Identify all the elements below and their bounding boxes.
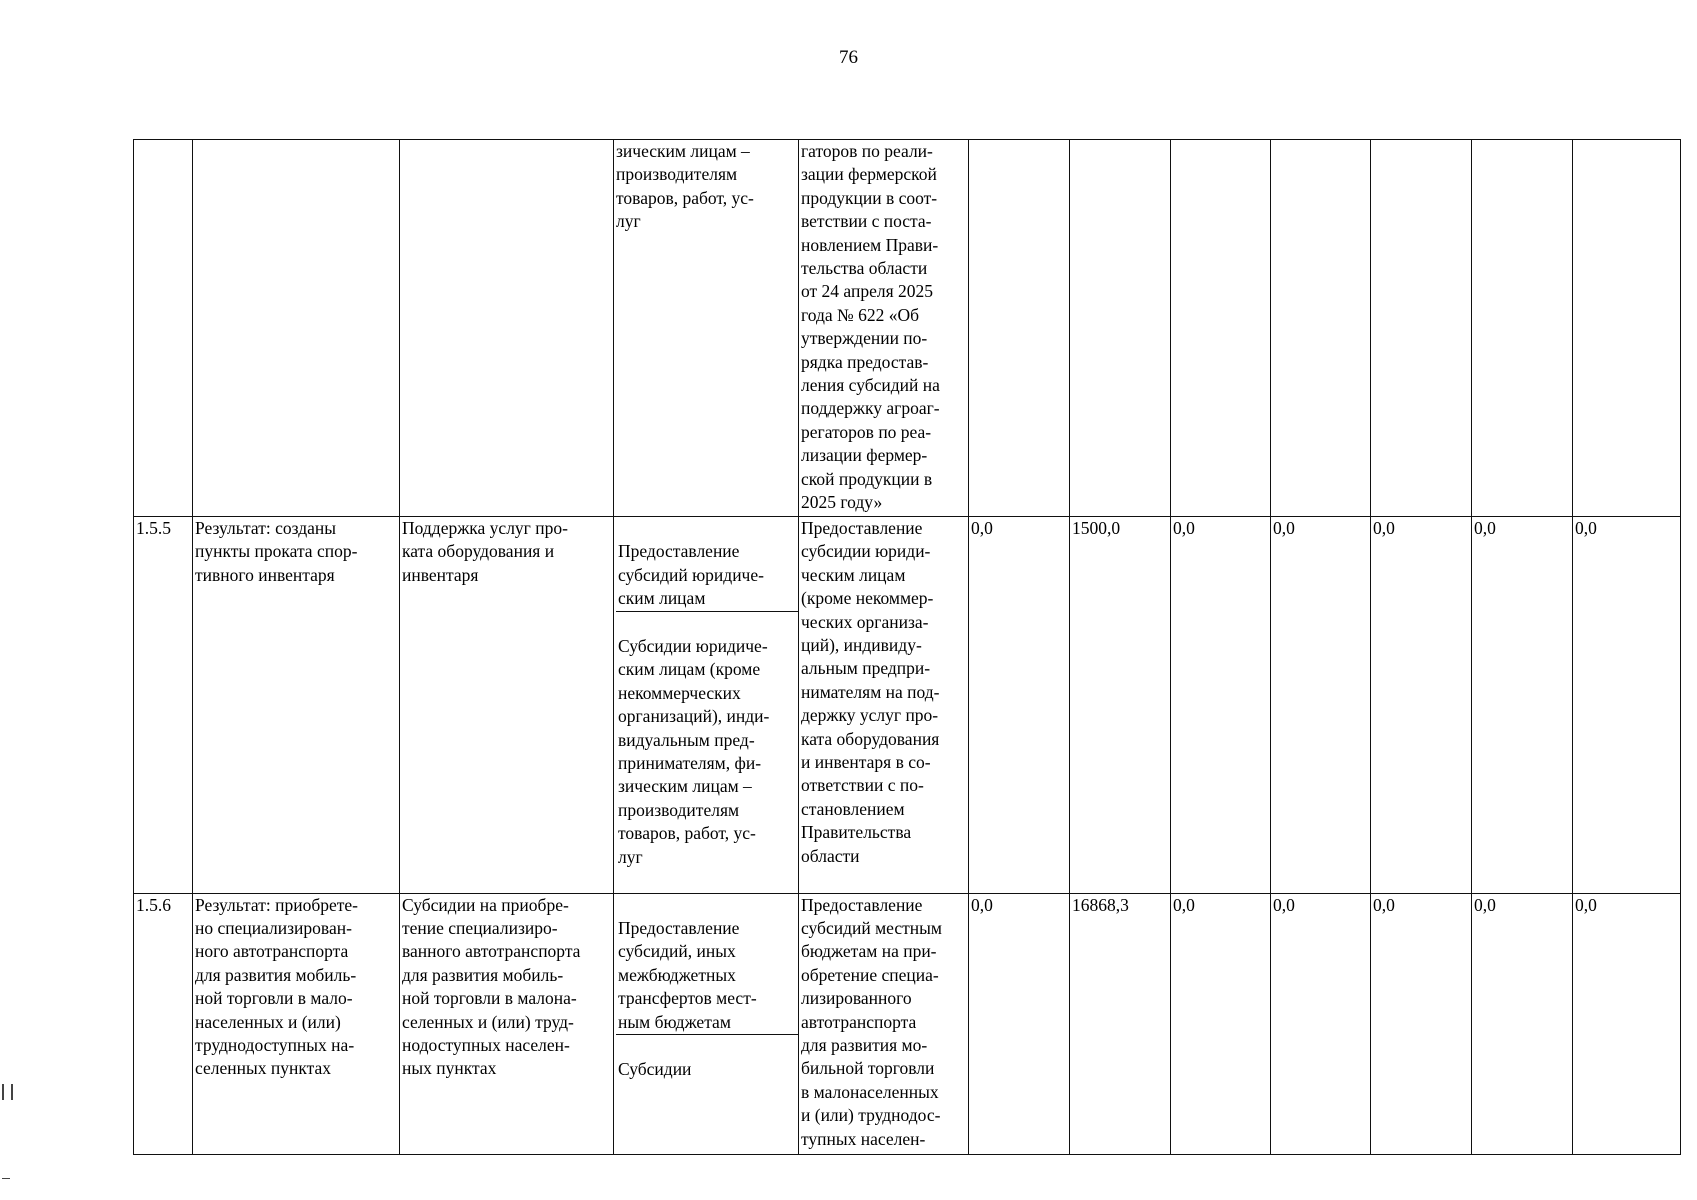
value-cell: 0,0 <box>1573 893 1681 1154</box>
value-cell: 0,0 <box>1271 517 1371 894</box>
value-cell: 0,0 <box>969 893 1070 1154</box>
result-cell <box>193 140 400 517</box>
value-cell: 0,0 <box>1371 517 1472 894</box>
measure-cell <box>400 140 614 517</box>
scan-artifact <box>2 1084 13 1100</box>
value-cell: 0,0 <box>1171 517 1271 894</box>
page-number: 76 <box>839 47 858 68</box>
table-row <box>134 517 1681 894</box>
type-cell-part: Предоставление субсидий юридиче- ским лицам <box>616 540 798 611</box>
value-cell: 16868,3 <box>1070 893 1171 1154</box>
type-cell-part: Субсидии <box>618 1059 692 1080</box>
table-row <box>134 893 1681 1154</box>
type-cell-part: Субсидии юридиче- ским лицам (кроме некоммерческих организаций), инди- видуальным пред- принимателям, фи- зическим лицам – производителям товаров, работ, ус- луг <box>618 636 770 867</box>
result-cell: Результат: созданы пункты проката спор- тивного инвентаря <box>193 517 400 894</box>
program-table <box>133 139 1681 1155</box>
characteristic-cell: гаторов по реали- зации фермерской продукции в соот- ветствии с поста- новлением Прави- тельства области от 24 апреля 2025 года № 622 «Об утверждении по- рядка предостав- ления субсидий на поддержку агроаг- регаторов по реа- лизации фермер- ской продукции в 2025 году» <box>799 140 969 517</box>
measure-cell: Поддержка услуг про- ката оборудования и инвентаря <box>400 517 614 894</box>
scan-artifact <box>2 1178 10 1179</box>
row-number-cell <box>134 140 193 517</box>
measure-cell: Субсидии на приобре- тение специализиро- ванного автотранспорта для развития мобиль- ной торговли в малона- селенных и (или) труд- нодоступных населен- ных пунктах <box>400 893 614 1154</box>
type-cell <box>614 893 799 1154</box>
value-cell: 0,0 <box>1171 893 1271 1154</box>
value-cell <box>1171 140 1271 517</box>
characteristic-cell: Предоставление субсидий местным бюджетам на при- обретение специа- лизированного автотранспорта для развития мо- бильной торговли в малонаселенных и (или) труднодос- тупных населен- <box>799 893 969 1154</box>
value-cell: 0,0 <box>1271 893 1371 1154</box>
type-cell-part: Предоставление субсидий, иных межбюджетных трансфертов мест- ным бюджетам <box>616 917 798 1035</box>
characteristic-cell: Предоставление субсидии юриди- ческим лицам (кроме некоммер- ческих организа- ций), индивиду- альным предпри- нимателям на под- держку услуг про- ката оборудования и инвентаря в со- ответствии с по- становлением Правительства области <box>799 517 969 894</box>
value-cell: 0,0 <box>1472 893 1573 1154</box>
value-cell: 0,0 <box>1573 517 1681 894</box>
table-row <box>134 140 1681 517</box>
value-cell <box>1573 140 1681 517</box>
value-cell: 0,0 <box>1472 517 1573 894</box>
value-cell <box>1472 140 1573 517</box>
value-cell: 0,0 <box>969 517 1070 894</box>
result-cell: Результат: приобрете- но специализирован- ного автотранспорта для развития мобиль- ной торговли в мало- населенных и (или) труднодоступных на- селенных пунктах <box>193 893 400 1154</box>
type-cell: зическим лицам – производителям товаров, работ, ус- луг <box>614 140 799 517</box>
value-cell: 0,0 <box>1371 893 1472 1154</box>
value-cell: 1500,0 <box>1070 517 1171 894</box>
type-cell <box>614 517 799 894</box>
value-cell <box>1070 140 1171 517</box>
value-cell <box>1271 140 1371 517</box>
value-cell <box>969 140 1070 517</box>
row-number-cell: 1.5.6 <box>134 893 193 1154</box>
row-number-cell: 1.5.5 <box>134 517 193 894</box>
value-cell <box>1371 140 1472 517</box>
